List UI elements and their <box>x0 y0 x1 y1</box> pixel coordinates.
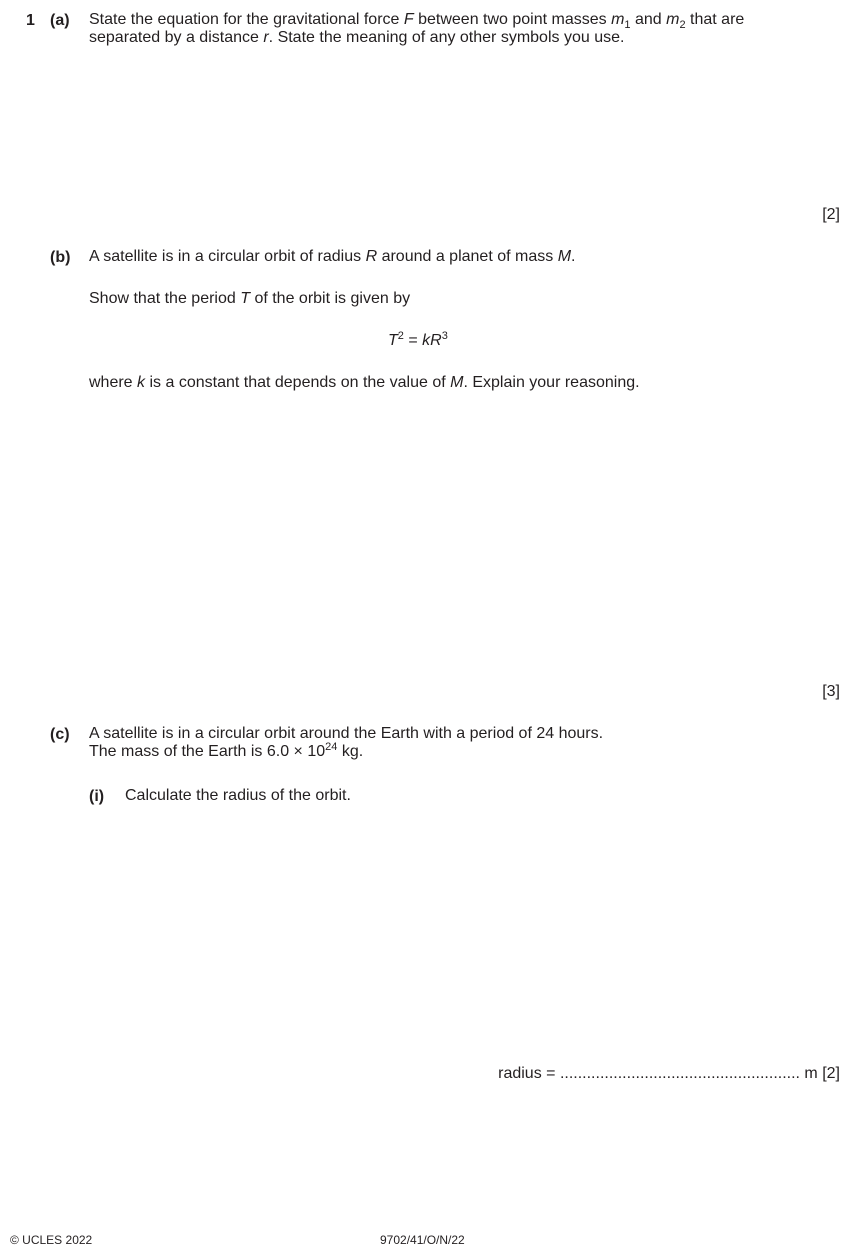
part-c-label: (c) <box>50 726 70 743</box>
part-b-line-1: A satellite is in a circular orbit of radius R around a planet of mass M. <box>89 248 576 265</box>
part-a-line-2: separated by a distance r. State the meaning of any other symbols you use. <box>89 29 625 46</box>
part-c-line-1: A satellite is in a circular orbit around the Earth with a period of 24 hours. <box>89 725 604 742</box>
part-b-line-2: Show that the period T of the orbit is given by <box>89 290 411 307</box>
part-a-marks: [2] <box>822 206 840 223</box>
part-c-i-text: Calculate the radius of the orbit. <box>125 787 351 804</box>
part-b-label: (b) <box>50 249 71 266</box>
part-b-marks: [3] <box>822 683 840 700</box>
part-c-i-marks: [2] <box>822 1065 840 1082</box>
footer-paper-code: 9702/41/O/N/22 <box>380 1233 465 1247</box>
part-a-line-1: State the equation for the gravitational force F between two point masses $m_1$ and $m_2$ that are <box>89 11 745 31</box>
part-c-line-2: The mass of the Earth is $6.0 \times 10^{24}$ kg. <box>89 741 364 760</box>
answer-dots[interactable]: ...................................................... <box>559 1065 800 1082</box>
part-a-label: (a) <box>50 12 70 29</box>
orbit-equation: $T^2 = kR^3$ <box>388 330 448 349</box>
radius-answer-line[interactable]: radius = ...................................................... m [2] <box>498 1065 840 1082</box>
footer-copyright: © UCLES 2022 <box>10 1233 93 1247</box>
part-c-i-label: (i) <box>89 788 105 805</box>
part-b-line-3: where k is a constant that depends on the value of M. Explain your reasoning. <box>89 374 640 391</box>
question-number: 1 <box>26 12 35 29</box>
